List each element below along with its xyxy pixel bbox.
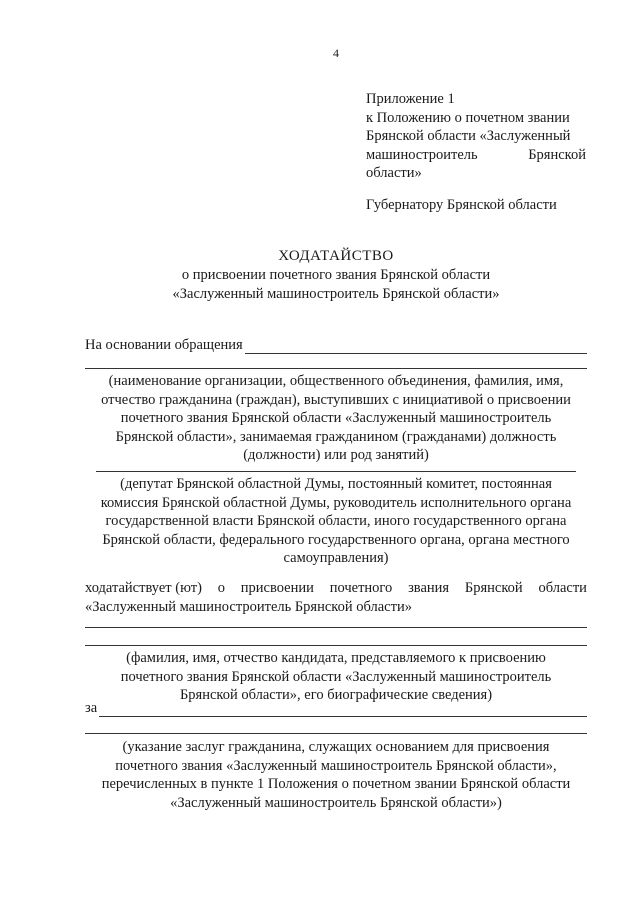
petition-word: ходатайствует (ют) xyxy=(85,580,202,596)
appendix-line: к Положению о почетном звании xyxy=(366,109,570,126)
note-applicant xyxy=(85,372,587,465)
petition-word: о xyxy=(217,580,225,596)
note-line: Брянской области», его биографические сведения) xyxy=(179,687,493,703)
addressee: Губернатору Брянской области xyxy=(366,197,557,213)
petition-word: присвоении xyxy=(240,580,314,596)
petition-word: почетного xyxy=(329,580,393,596)
note-line: самоуправления) xyxy=(283,550,389,566)
merits-row xyxy=(85,700,587,717)
note-line: комиссия Брянской областной Думы, руководитель исполнительного органа xyxy=(100,494,572,511)
basis-label: На основании обращения xyxy=(85,337,243,353)
note-line: перечисленных в пункте 1 Положения о почетном звании Брянской области xyxy=(101,776,571,792)
petition-text xyxy=(85,579,587,616)
note-line: почетного звания Брянской области «Заслуженный машиностроитель xyxy=(120,668,552,685)
petition-line xyxy=(85,579,587,598)
note-merits xyxy=(85,738,587,812)
note-line: «Заслуженный машиностроитель Брянской области») xyxy=(170,794,502,811)
appendix-line: Приложение 1 xyxy=(366,91,455,107)
note-line: государственной власти Брянской области, иного государственного органа xyxy=(105,513,567,529)
for-label: за xyxy=(85,700,98,716)
document-title: ХОДАТАЙСТВО xyxy=(278,248,394,264)
note-line: (наименование организации, общественного объединения, фамилия, имя, xyxy=(108,373,564,389)
candidate-field-line[interactable] xyxy=(85,645,587,646)
appendix-word: машиностроитель xyxy=(366,146,478,163)
note-line: почетного звания «Заслуженный машиностроитель Брянской области», xyxy=(115,757,557,774)
document-subtitle xyxy=(0,266,640,303)
subtitle-line: о присвоении почетного звания Брянской области xyxy=(181,267,491,283)
merits-field-line[interactable] xyxy=(85,733,587,734)
basis-field[interactable] xyxy=(245,340,587,354)
petition-word: Брянской xyxy=(464,580,523,596)
note-line: (фамилия, имя, отчество кандидата, представляемого к присвоению xyxy=(126,650,546,666)
note-line: (указание заслуг гражданина, служащих основанием для присвоения xyxy=(122,739,550,755)
note-petitioner xyxy=(85,475,587,568)
note-candidate xyxy=(85,649,587,705)
note-line: Брянской области», занимаемая гражданином (гражданами) должность xyxy=(115,428,557,445)
subtitle-line: «Заслуженный машиностроитель Брянской области» xyxy=(172,285,500,302)
note-line: Брянской области, федерального государственного органа, органа местного xyxy=(102,531,570,548)
petition-word: области xyxy=(538,580,587,596)
appendix-line: Брянской области «Заслуженный xyxy=(366,128,571,144)
candidate-field-line[interactable] xyxy=(85,627,587,628)
petition-line: «Заслуженный машиностроитель Брянской области» xyxy=(85,598,412,615)
appendix-word: Брянской xyxy=(528,146,586,163)
merits-field[interactable] xyxy=(99,703,587,717)
appendix-line xyxy=(366,146,586,165)
note-line: почетного звания Брянской области «Заслуженный машиностроитель xyxy=(120,410,552,426)
note-line: (депутат Брянской областной Думы, постоянный комитет, постоянная xyxy=(120,476,552,492)
appendix-line: области» xyxy=(366,165,422,181)
basis-field-line[interactable] xyxy=(85,368,587,369)
note-line: отчество гражданина (граждан), выступивших с инициативой о присвоении xyxy=(101,391,571,408)
note-line: (должности) или род занятий) xyxy=(243,447,429,463)
petitioner-field-line[interactable] xyxy=(96,471,576,472)
basis-row xyxy=(85,337,587,354)
page-number: 4 xyxy=(333,46,339,60)
petition-word: звания xyxy=(408,580,450,596)
appendix-heading xyxy=(366,90,586,183)
